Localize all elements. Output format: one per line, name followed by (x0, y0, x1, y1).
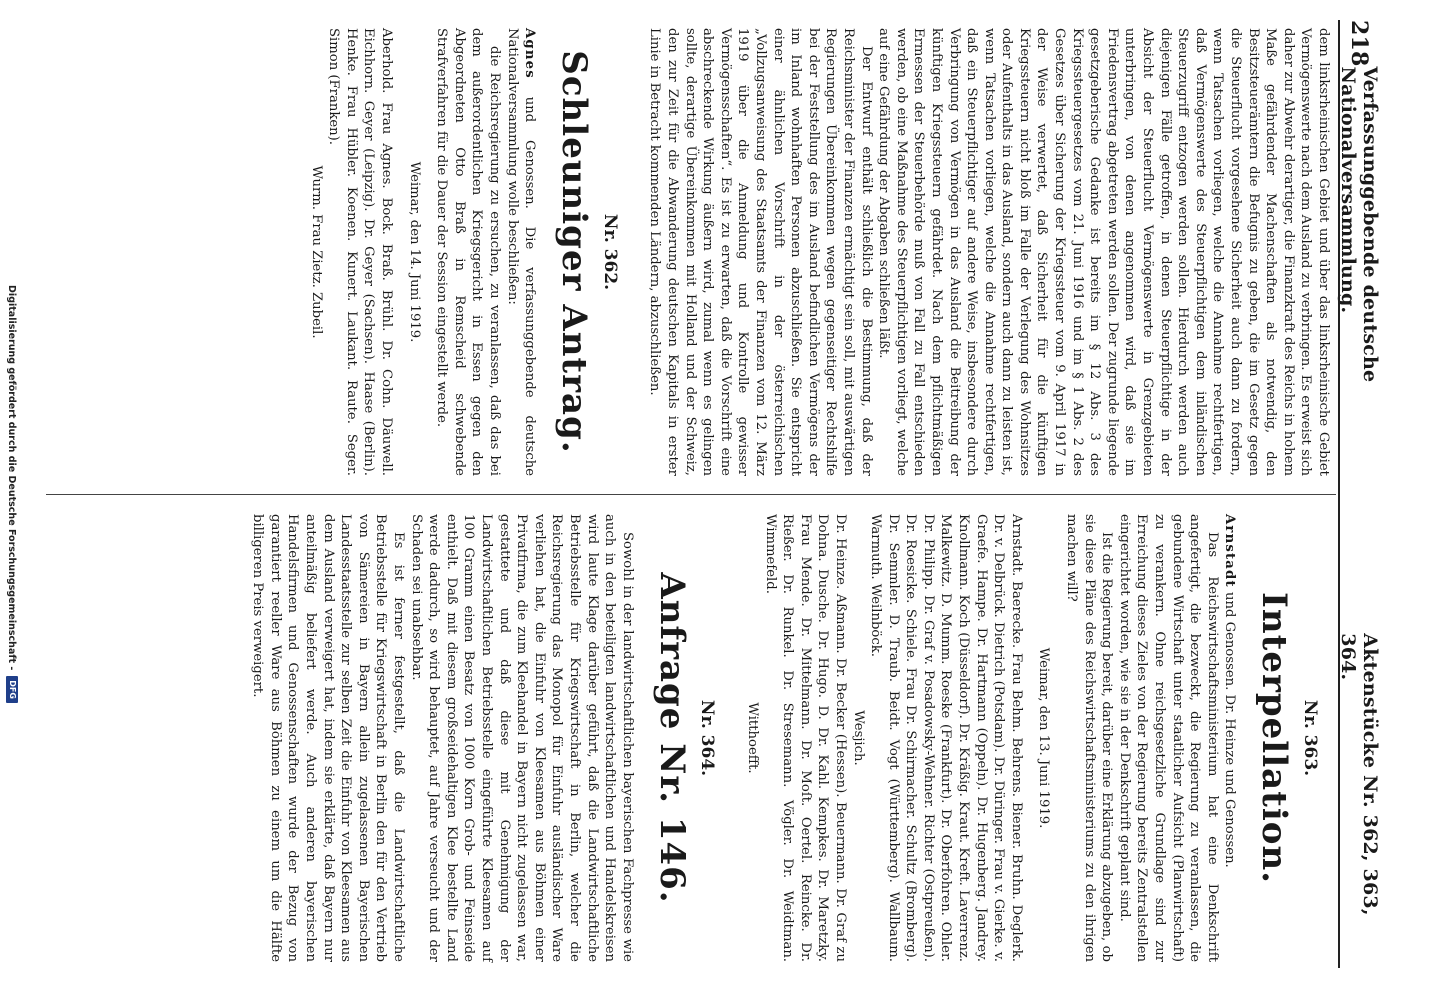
section-number: Nr. 362. (599, 213, 620, 291)
left-column (307, 28, 1332, 476)
section-number: Nr. 363. (1300, 699, 1320, 777)
dfg-logo: DFG (6, 676, 18, 703)
running-title: Verfassunggebende deutsche Nationalversammlung. (1337, 66, 1381, 383)
running-head (1337, 20, 1381, 968)
signatories: Arnstadt. Baerecke. Frau Behm. Behrens. Biener. Bruhn. Deglerk. Dr. v. Delbrück. Dietrich (Potsdam). Dr. Düringer. Frau v. Gierke. v. Graefe. Hampe. Dr. Hartmann (Oppeln). Dr. Hugenberg. Jandrey. Knollmann. Koch (Düsseldorf). Dr. Kräßig. Kraut. Kreft. Laverrenz. Malkewitz. D. Mumm. Roeske (Frankfurt). Dr. Oberfohren. Ohler. Dr. Philipp. Dr. Graf v. Posadowsky-Wehner. Richter (Ostpreußen). Dr. Roesicke. Schiele. Frau Dr. Schirmacher. Schultz (Bromberg). Dr. Semmler. D. Traub. Beidt. Vogt (Württemberg). Wallbaum. Warmuth. Weilnböck. (868, 514, 1024, 962)
section-title: Anfrage Nr. 146. (651, 572, 692, 904)
signatories-last-line: Wurm. Frau Zietz. Zubeil. (308, 165, 324, 339)
motion-intro (503, 28, 538, 476)
section-title: Interpellation. (1254, 592, 1295, 884)
section-number: Nr. 364. (697, 699, 718, 777)
body-paragraph: Das Reichswirtschaftsministerium hat eine Denkschrift angefertigt, die bezweckt, die Regierung zu veranlassen, die gebundene Wirtschaft unter staatlicher Aufsicht (Planwirtschaft) zu verankern. Ohne reichsgesetzliche Grundlage sind zur Erreichung dieses Zieles von der Regierung bereits Zentralstellen eingerichtet worden, wie sie in der Denkschrift geplant sind. (1116, 514, 1220, 962)
digitization-credit (6, 20, 18, 968)
signatories-last-line: Wesjich. (850, 710, 866, 766)
signatories: Aberhold. Frau Agnes. Bock. Braß. Brühl. Dr. Cohn. Däuwell. Eichhorn. Geyer (Leipzig). Dr. Geyer (Sachsen). Haase (Berlin). Henke. Frau Hübler. Koenen. Kunert. Laukant. Raute. Seger. Simon (Franken). (326, 28, 395, 476)
body-paragraph: Es ist ferner festgestellt, daß die Landwirtschaftliche Betriebsstelle für Kriegswirtschaft in Berlin den für den Vertrieb von Sämereien in Bayern allein zugelassenen Bayerischen Landesstaatsstelle zur selben Zeit die Einfuhr von Kleesamen aus dem Ausland verweigert hat, indem sie erklärte, daß Bayern nur anteilmäßig beliefert werde. Auch anderen bayerischen Handelsfirmen und Genossenschaften wurde der Bezug von garantiert reeller Ware aus Böhmen zu einem um die Hälfte billigeren Preis verweigert. (250, 514, 407, 962)
credit-text: Digitalisierung gefördert durch die Deutsche Forschungsgemeinschaft - (6, 285, 18, 671)
header-rule (1338, 20, 1340, 968)
motion-body: die Reichsregierung zu ersuchen, zu veranlassen, daß das bei dem außerordentlichen Kriegsgericht in Essen gegen den Abgeordneten Otto Braß in Remscheid schwebende Strafverfahren für die Dauer der Session eingestellt werde. (434, 28, 503, 476)
page-number: 218 (1346, 20, 1372, 67)
motion-date: Weimar, den 14. Juni 1919. (406, 161, 422, 343)
body-paragraph: Der Entwurf enthält schließlich die Bestimmung, daß der Reichsminister der Finanzen ermächtigt sein soll, mit auswärtigen Regierungen Übereinkommen wegen gegenseitiger Rechtshilfe bei der Feststellung des im Ausland befindlichen Vermögens der im Inland wohnhaften Personen abzuschließen. Sie entspricht einer ähnlichen Vorschrift in der österreichischen „Vollzugsanweisung des Staatsamts der Finanzen vom 12. März 1919 über die Anmeldung und Kontrolle gewisser Vermögensschaften“. Es ist zu erwarten, daß die Vorschrift eine abschreckende Wirkung äußern wird, zumal wenn es gelingen sollte, derartige Übereinkommen mit Holland und der Schweiz, den zur Zeit für die Abwanderung deutschen Kapitals in erster Linie in Betracht kommenden Ländern, abzuschließen. (647, 28, 874, 476)
section-title: Schleuniger Antrag. (554, 50, 595, 454)
body-paragraph: Ist die Regierung bereit, darüber eine Erklärung abzugeben, ob sie diese Pläne des Reichswirtschaftsministeriums zu den ihrigen machen will? (1064, 514, 1115, 962)
interpellation-intro (1221, 514, 1239, 962)
body-paragraph: Sowohl in der landwirtschaftlichen bayerischen Fachpresse wie auch in den beteiligten landwirtschaftlichen und Handelskreisen wird laute Klage darüber geführt, daß die Landwirtschaftliche Betriebsstelle für Kriegswirtschaft in Berlin, welcher die Reichsregierung das Monopol für Einfuhr ausländischer Ware verliehen hat, die Einfuhr von Kleesamen aus Böhmen einer Privatfirma, die zum Kleehandel in Bayern nicht zugelassen war, gestattete und daß diese mit Genehmigung der Landwirtschaftlichen Betriebsstelle eingeführte Kleesamen auf 100 Gramm einen Besatz von 1000 Korn Grob- und Feinseide enthielt. Daß mit diesem großseidehaltigen Klee bestellte Land werde dadurch, so wird behauptet, auf Jahre verseucht und der Schaden sei unabsehbar. (408, 514, 635, 962)
signatories: Dr. Heinze. Aßmann. Dr. Becker (Hessen). Beuermann. Dr. Graf zu Dohna. Dusche. Dr. Hugo. D. Dr. Kahl. Kempkes. Dr. Maretzky. Frau Mende. Dr. Mittelmann. Dr. Moſt. Oertel. Reincke. Dr. Rießer. Dr. Runkel. Dr. Stresemann. Vögler. Dr. Weidtman. Wimmefeld. (762, 514, 848, 962)
column-rule (46, 494, 1336, 495)
lead-name: Arnstadt (1222, 514, 1238, 588)
motion-intro-text: und Genossen. Die verfassunggebende deutsche Nationalversammlung wolle beschließen: (504, 28, 538, 476)
interpellation-intro-text: und Genossen. Dr. Heinze und Genossen. (1222, 591, 1238, 868)
signatories-last-line: Witthoefft. (744, 702, 760, 774)
document-range: Aktenstücke Nr. 362, 363, 364. (1337, 633, 1381, 916)
interpellation-date: Weimar, den 13. Juni 1919. (1036, 647, 1052, 829)
lead-name: Agnes (522, 28, 538, 79)
right-column (249, 514, 1332, 962)
body-paragraph: dem linksrheinischen Gebiet und über das linksrheinische Gebiet Vermögenswerte nach dem Ausland zu verbringen. Es erweist sich daher zur Abwehr derartiger, die Finanzkraft des Reichs in hohem Maße gefährdender Machenschaften als notwendig, den Besitzsteuerämtern die Befugnis zu geben, die im Gesetz gegen die Steuerflucht vorgesehene Sicherheit auch dann zu fordern, wenn Tatsachen vorliegen, welche die Annahme rechtfertigen, daß Vermögenswerte des Steuerpflichtigen dem inländischen Steuerzugriff entzogen werden sollen. Hierdurch werden auch diejenigen Fälle getroffen, in denen Steuerpflichtige in der Absicht der Steuerflucht Vermögenswerte in Grenzgebieten unterbringen, von denen angenommen wird, daß sie im Friedensvertrag abgetreten werden sollen. Der zugrunde liegende gesetzgeberische Gedanke ist bereits im § 12 Abs. 3 des Kriegssteuergesetzes vom 21. Juni 1916 und im § 1 Abs. 2 des Gesetzes über Sicherung der Kriegssteuer vom 9. April 1917 in der Weise verwertet, daß Sicherheit für die künftigen Kriegssteuern nicht bloß im Falle der Verlegung des Wohnsitzes oder Aufenthalts in das Ausland, sondern auch dann zu leisten ist, wenn Tatsachen vorliegen, welche die Annahme rechtfertigen, daß ein Steuerpflichtiger auf andere Weise, insbesondere durch Verbringung von Vermögen in das Ausland die Beitreibung der künftigen Kriegssteuern gefährdet. Nach dem pflichtmäßigen Ermessen der Steuerbehörde muß von Fall zu Fall entschieden werden, ob eine Maßnahme des Steuerpflichtigen vorliegt, welche auf eine Gefährdung der Abgaben schließen läßt. (876, 28, 1331, 476)
